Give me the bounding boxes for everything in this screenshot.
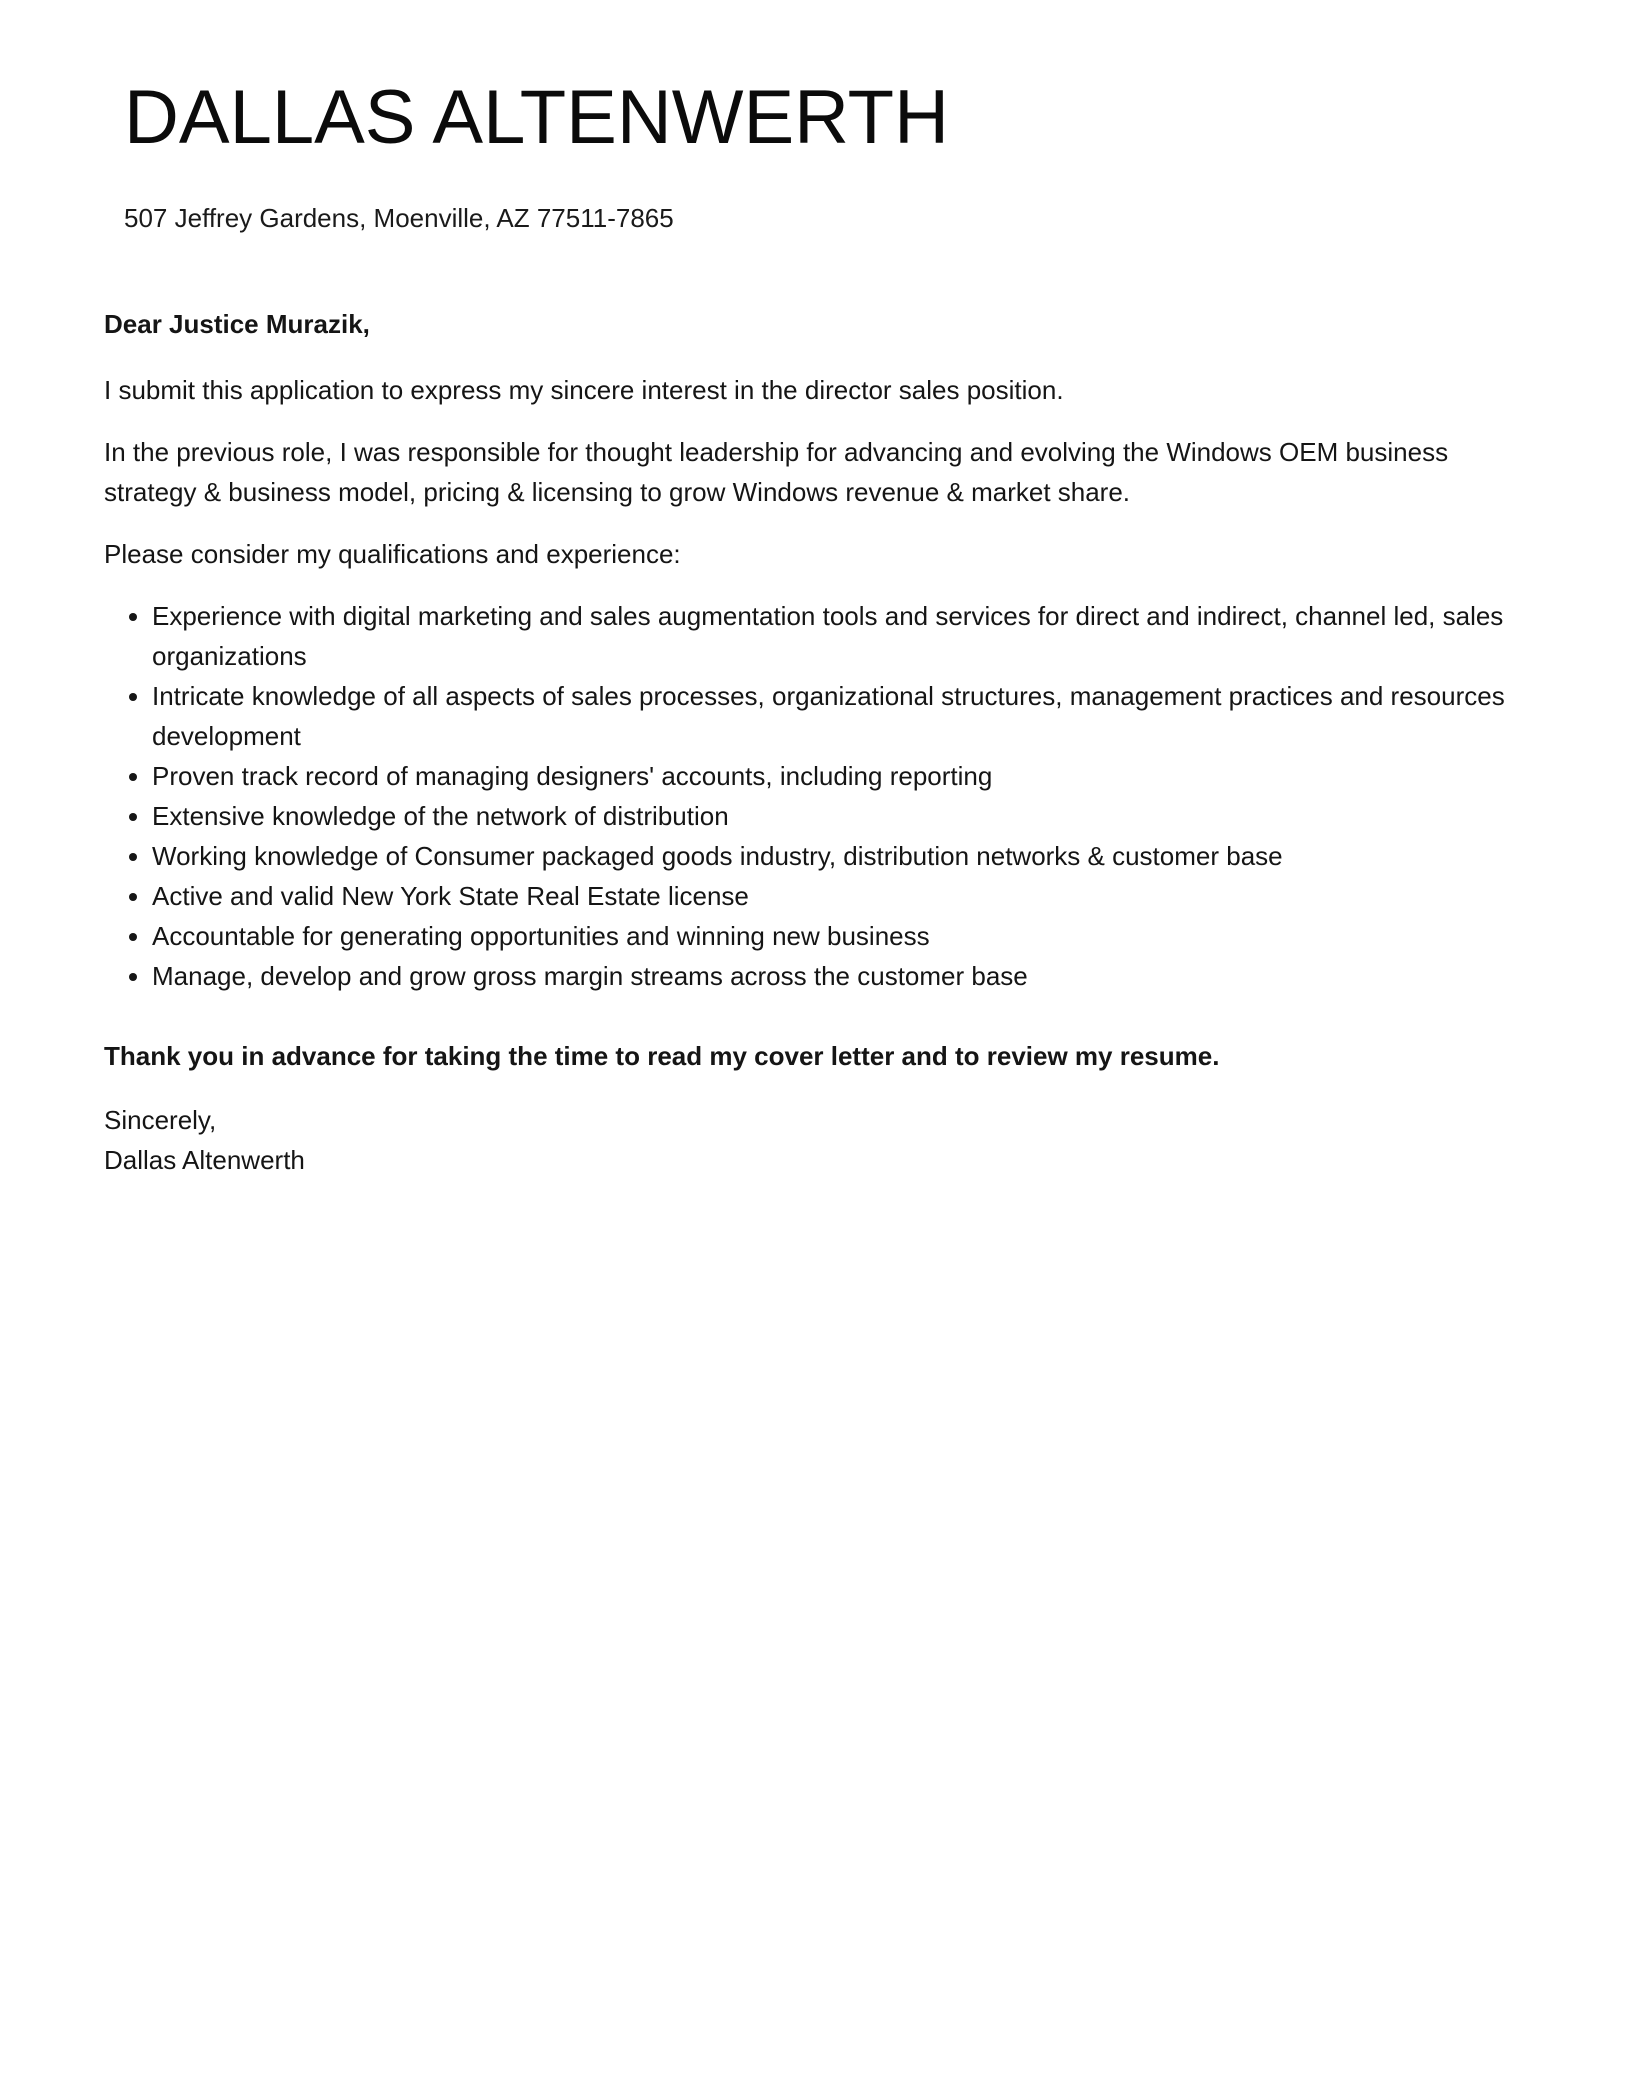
- letter-body: [104, 304, 1544, 1180]
- previous-role-paragraph: In the previous role, I was responsible for thought leadership for advancing and evolving the Windows OEM business strategy & business model, pricing & licensing to grow Windows revenue & market share.: [104, 437, 1449, 507]
- qualifications-list: [104, 596, 1544, 996]
- closing: Sincerely,: [104, 1105, 217, 1135]
- signature-name: Dallas Altenwerth: [104, 1145, 305, 1175]
- thank-you-paragraph: Thank you in advance for taking the time to read my cover letter and to review my resume.: [104, 1041, 1220, 1071]
- intro-paragraph: I submit this application to express my sincere interest in the director sales position.: [104, 375, 1064, 405]
- applicant-name: DALLAS ALTENWERTH: [124, 75, 949, 160]
- list-item: • Proven track record of managing designers' accounts, including reporting: [152, 756, 1544, 796]
- list-item: • Experience with digital marketing and sales augmentation tools and services for direct and indirect, channel led, sales organizations: [152, 596, 1544, 676]
- list-item: • Manage, develop and grow gross margin streams across the customer base: [152, 956, 1544, 996]
- list-item: • Active and valid New York State Real Estate license: [152, 876, 1544, 916]
- applicant-address: 507 Jeffrey Gardens, Moenville, AZ 77511-7865: [124, 203, 674, 233]
- list-item: • Intricate knowledge of all aspects of sales processes, organizational structures, management practices and resources development: [152, 676, 1544, 756]
- list-item: • Working knowledge of Consumer packaged goods industry, distribution networks & customer base: [152, 836, 1544, 876]
- letter-header: [124, 70, 1524, 234]
- list-item: • Extensive knowledge of the network of distribution: [152, 796, 1544, 836]
- list-item: • Accountable for generating opportunities and winning new business: [152, 916, 1544, 956]
- qualifications-intro: Please consider my qualifications and experience:: [104, 539, 681, 569]
- salutation: Dear Justice Murazik,: [104, 309, 370, 339]
